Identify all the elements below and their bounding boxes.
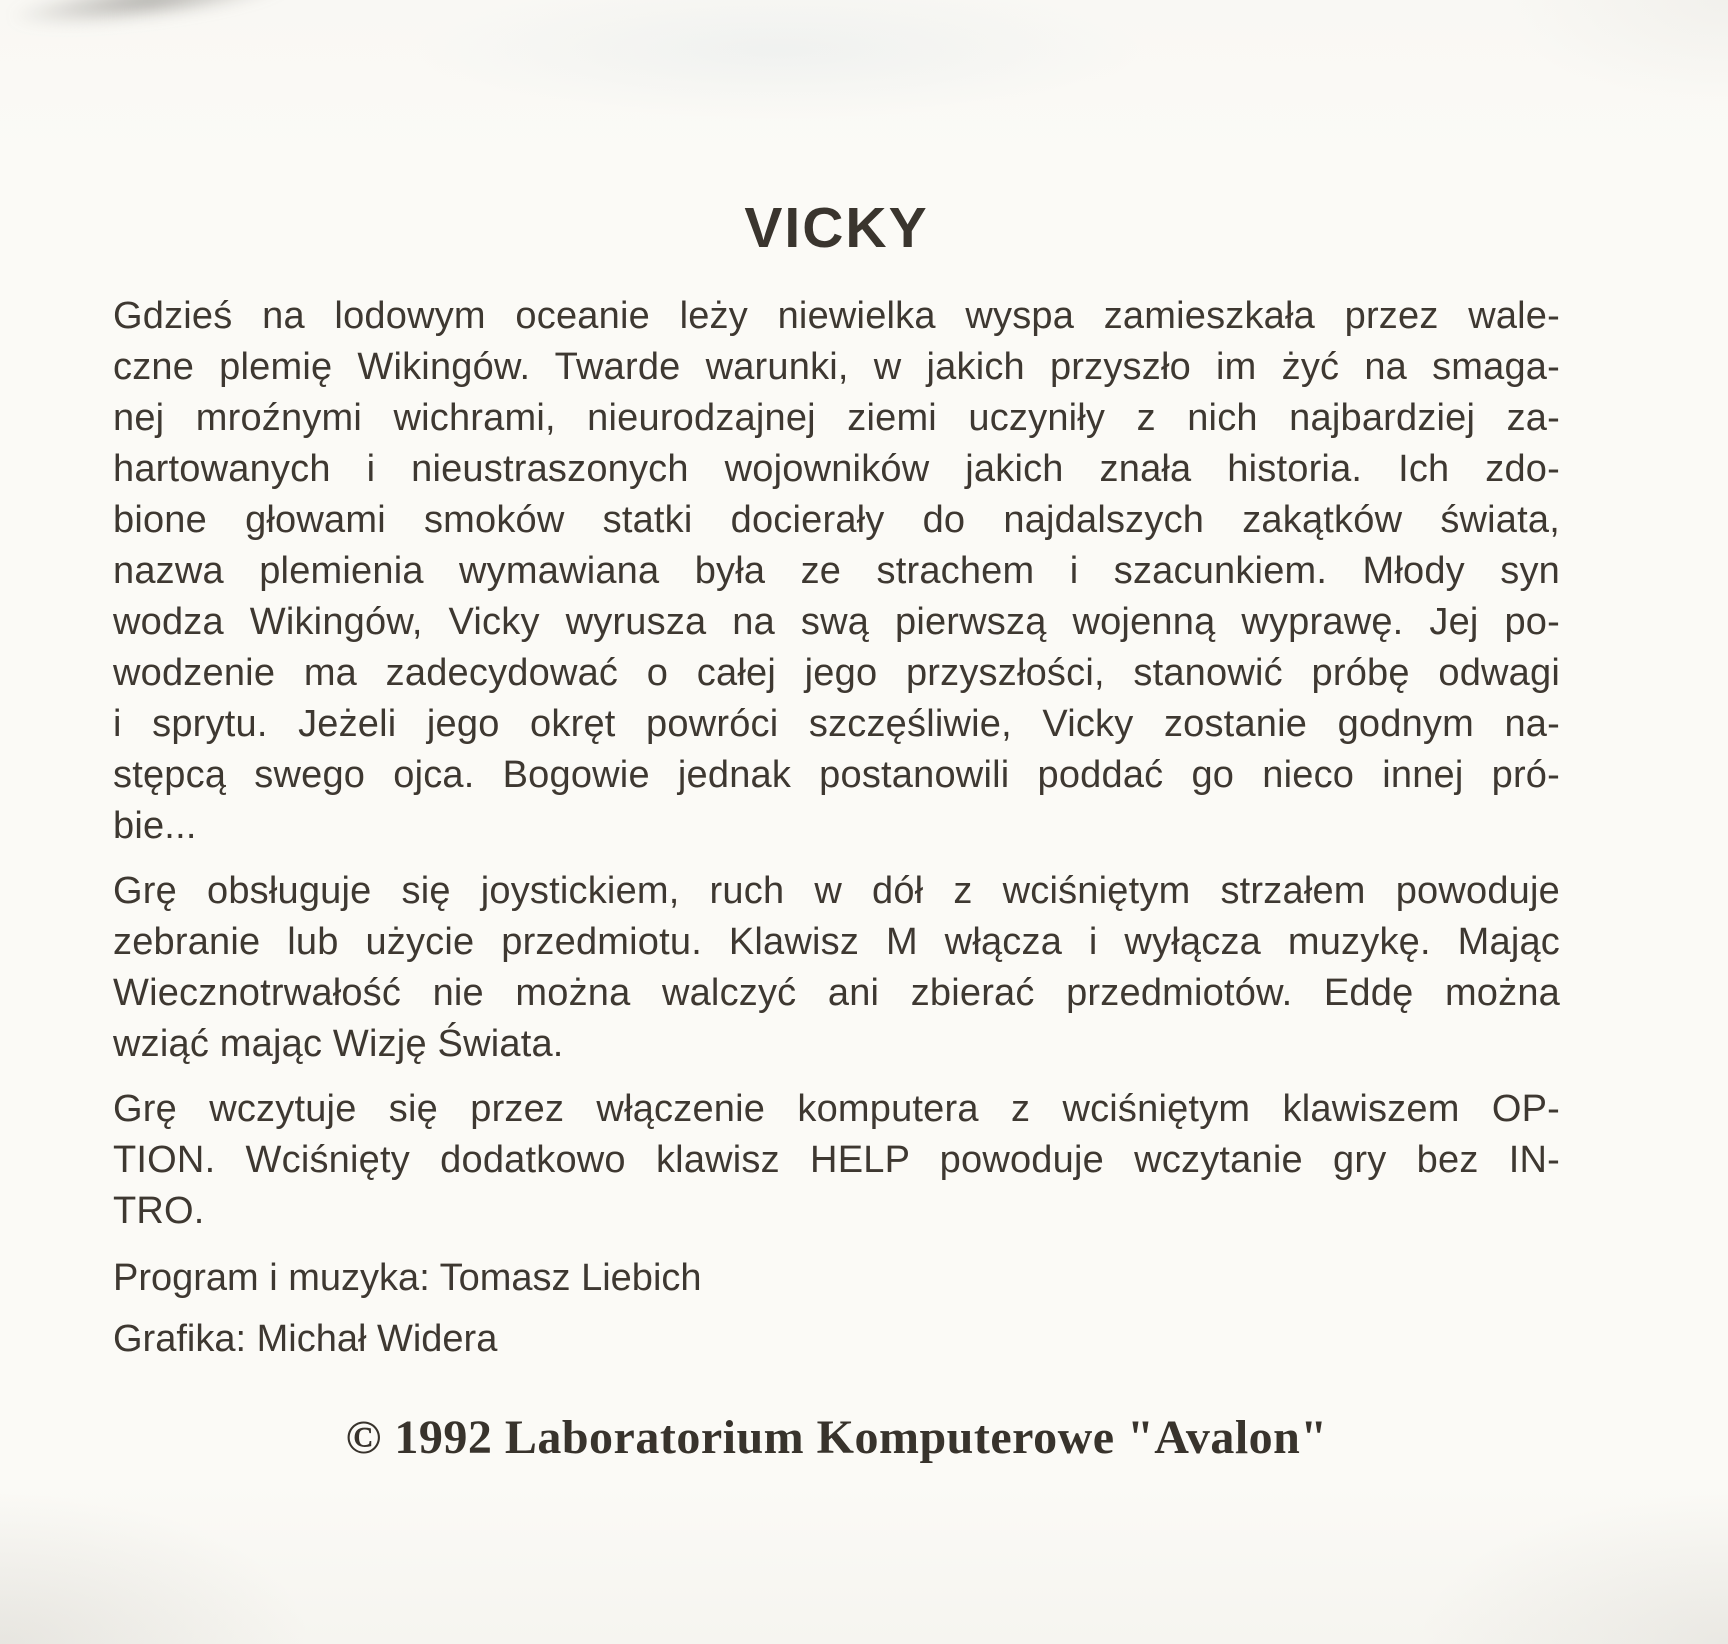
- text-line: Grę obsługuje się joystickiem, ruch w dół z wciśniętym strzałem powoduje: [113, 870, 1560, 912]
- copyright-line: © 1992 Laboratorium Komputerowe "Avalon": [345, 1411, 1328, 1464]
- text-line: TRO.: [113, 1190, 205, 1232]
- game-title: VICKY: [744, 196, 929, 260]
- text-line: Wiecznotrwałość nie można walczyć ani zbierać przedmiotów. Eddę można: [113, 972, 1560, 1014]
- text-line: stępcą swego ojca. Bogowie jednak postanowili poddać go nieco innej pró-: [113, 754, 1560, 796]
- body-text: [113, 291, 1560, 1237]
- text-line: nazwa plemienia wymawiana była ze strachem i szacunkiem. Młody syn: [113, 550, 1560, 592]
- text-line: nej mroźnymi wichrami, nieurodzajnej ziemi uczyniły z nich najbardziej za-: [113, 397, 1560, 439]
- text-line: czne plemię Wikingów. Twarde warunki, w jakich przyszło im żyć na smaga-: [113, 346, 1560, 388]
- text-line: TION. Wciśnięty dodatkowo klawisz HELP powoduje wczytanie gry bez IN-: [113, 1139, 1560, 1181]
- text-line: Gdzieś na lodowym oceanie leży niewielka wyspa zamieszkała przez wale-: [113, 295, 1560, 337]
- text-line: bione głowami smoków statki docierały do najdalszych zakątków świata,: [113, 499, 1560, 541]
- text-line: wziąć mając Wizję Świata.: [113, 1023, 564, 1065]
- text-line: hartowanych i nieustraszonych wojowników jakich znała historia. Ich zdo-: [113, 448, 1560, 490]
- paragraph: [113, 866, 1560, 1070]
- text-line: Grę wczytuje się przez włączenie komputera z wciśniętym klawiszem OP-: [113, 1088, 1560, 1130]
- credit-program-music: Program i muzyka: Tomasz Liebich: [113, 1257, 702, 1299]
- paragraph: [113, 291, 1560, 852]
- credits-block: [113, 1253, 1560, 1365]
- text-line: wodzenie ma zadecydować o całej jego przyszłości, stanowić próbę odwagi: [113, 652, 1560, 694]
- paragraph: [113, 1084, 1560, 1237]
- text-line: wodza Wikingów, Vicky wyrusza na swą pierwszą wojenną wyprawę. Jej po-: [113, 601, 1560, 643]
- text-line: i sprytu. Jeżeli jego okręt powróci szczęśliwie, Vicky zostanie godnym na-: [113, 703, 1560, 745]
- text-line: bie...: [113, 805, 197, 847]
- credit-graphics: Grafika: Michał Widera: [113, 1318, 498, 1360]
- text-line: zebranie lub użycie przedmiotu. Klawisz M włącza i wyłącza muzykę. Mając: [113, 921, 1560, 963]
